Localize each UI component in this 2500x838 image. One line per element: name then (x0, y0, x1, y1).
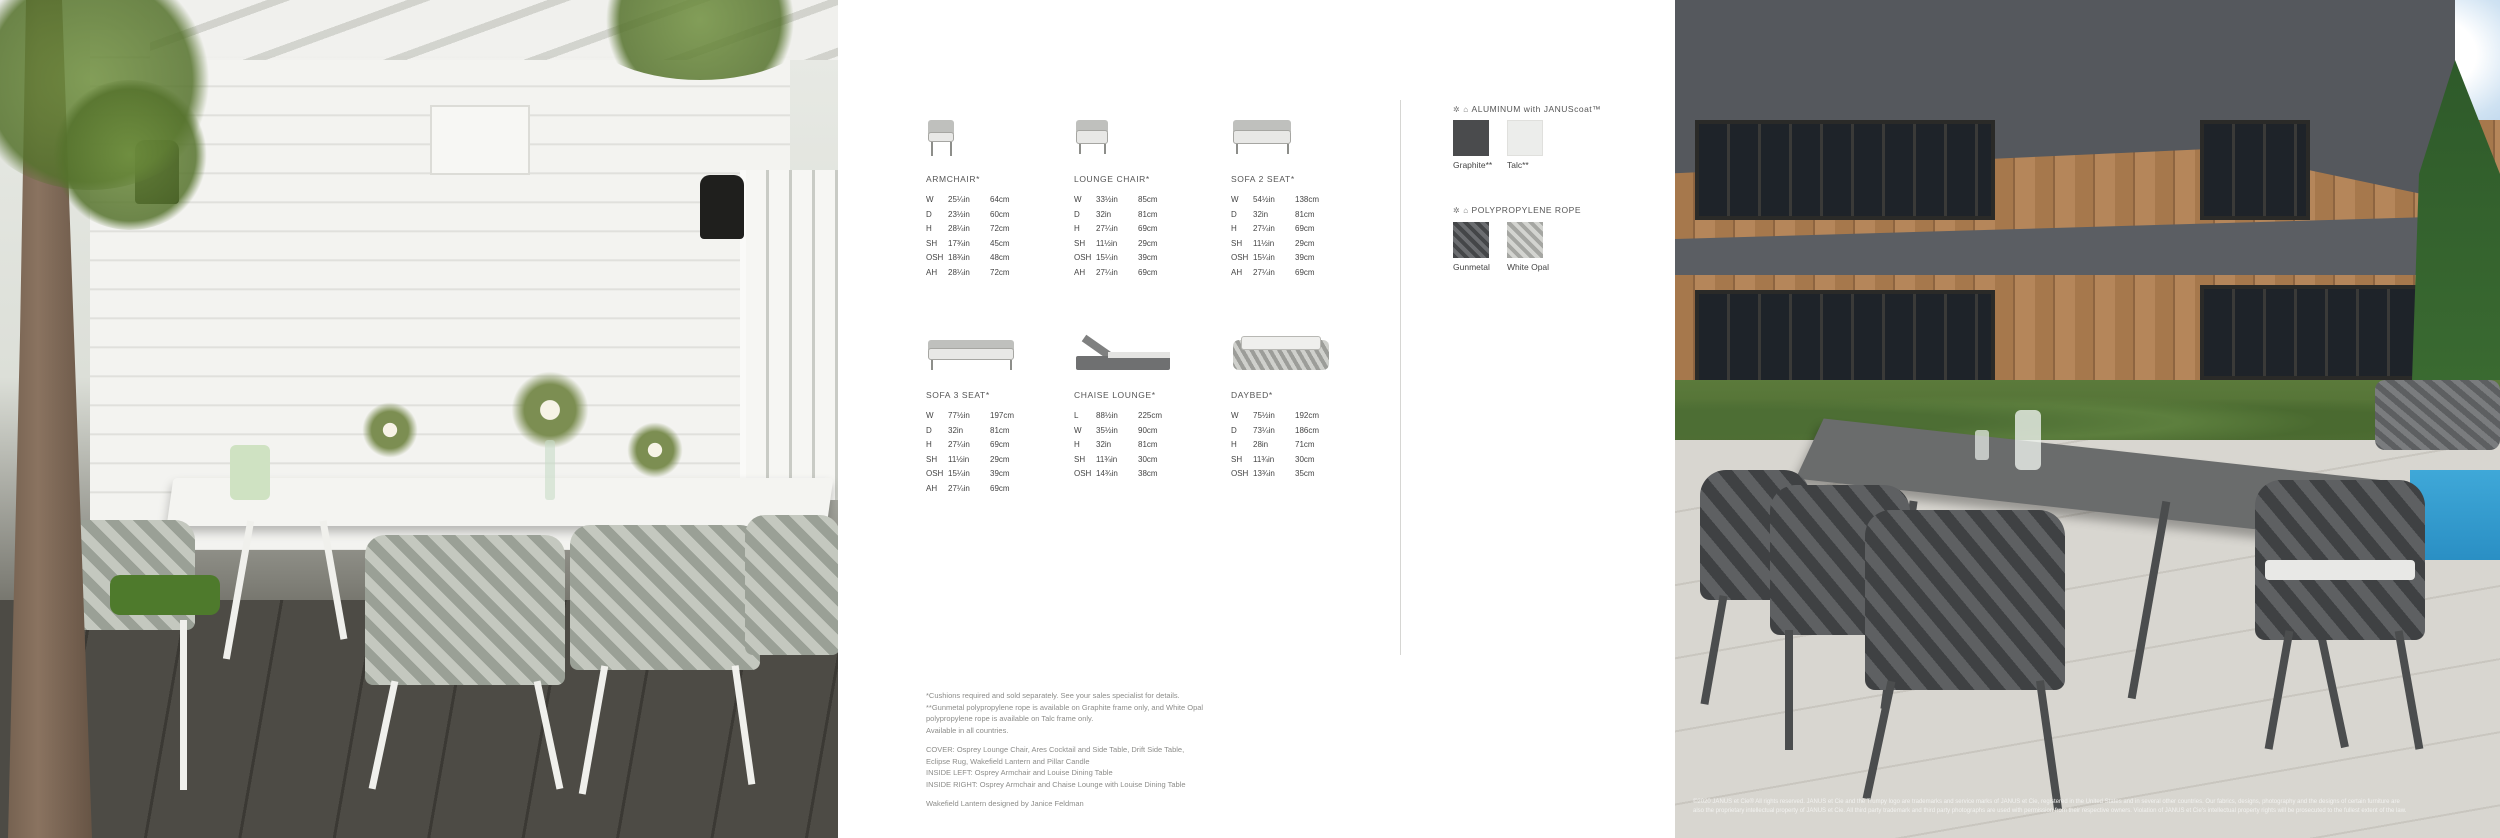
product-name: SOFA 2 SEAT* (1231, 174, 1295, 184)
dimension-table: W 75½in 192cm D 73¼in 186cm H 28in 71cm SH 11¾in 30cm OSH 13¾in 35cm (1231, 411, 1320, 479)
daybed-image (1231, 334, 1381, 382)
product-sofa-2-seat (1231, 118, 1381, 281)
swatch-gunmetal (1453, 222, 1489, 258)
chaise-lounge-image (1074, 334, 1224, 382)
wall-bracket (430, 105, 530, 175)
swatch-label-graphite: Graphite** (1453, 160, 1493, 170)
swatch-label-gunmetal: Gunmetal (1453, 262, 1490, 272)
house-window (1695, 120, 1995, 220)
product-lounge-chair (1074, 118, 1224, 281)
footnotes: *Cushions required and sold separately. See your sales specialist for details. **Gunmetal polypropylene rope is available on Graphite frame only, and White Opal polypropylene rope is available on Talc frame only. Available in all countries. COVER: Osprey Lounge Chair, Ares Cocktail and Side Table, Drift Side Table, Eclipse Rug, Wakefield Lantern and Pillar Candle INSIDE LEFT: Osprey Armchair and Louise Dining Table INSIDE RIGHT: Osprey Armchair and Chaise Lounge with Louise Dining Table Wakefield Lantern designed by Janice Feldman (926, 691, 1204, 808)
dimension-table: W 54½in 138cm D 32in 81cm H 27¼in 69cm SH 11½in 29cm OSH 15¼in 39cm AH 27¼in 69cm (1231, 195, 1320, 277)
product-name: CHAISE LOUNGE* (1074, 390, 1156, 400)
outdoor-sun-icon: ✲ (1453, 205, 1461, 215)
copyright-notice: ©2020 JANUS et Cie® All rights reserved. JANUS et Cie and the Trumpy logo are trademarks and service marks of JANUS et Cie, registered in the United States and in several other countries. Our fabrics, designs, photography and the designs of certain furniture are also the proprietary intellectual property of JANUS et Cie. All third party trademark and third party photographs are used with permission from their respective owners. Violation of JANUS et Cie's intellectual property rights will be prosecuted to the fullest extent of the law. (1693, 799, 2407, 814)
french-door (740, 170, 838, 500)
swatch-talc (1507, 120, 1543, 156)
dimension-table: W 33½in 85cm D 32in 81cm H 27¼in 69cm SH 11½in 29cm OSH 15¼in 39cm AH 27¼in 69cm (1074, 195, 1158, 277)
aluminum-section-title: ✲ ⌂ ALUMINUM with JANUScoat™ (1453, 104, 1602, 114)
swatch-label-talc: Talc** (1507, 160, 1529, 170)
wall-lantern-right (700, 175, 744, 239)
flower-arrangement (620, 420, 690, 480)
home-icon: ⌂ (1463, 205, 1469, 215)
dining-chair (745, 515, 838, 655)
rope-section-title: ✲ ⌂ POLYPROPYLENE ROPE (1453, 205, 1582, 215)
house-window (2200, 120, 2310, 220)
product-name: SOFA 3 SEAT* (926, 390, 990, 400)
carafe (2015, 410, 2041, 470)
product-chaise-lounge (1074, 334, 1224, 482)
flower-arrangement (500, 370, 600, 450)
dining-chair (570, 525, 760, 670)
photo-house-patio-right (1675, 0, 2500, 838)
product-sofa-3-seat (926, 334, 1076, 497)
chaise-lounge (2375, 380, 2500, 450)
lounge-chair-image (1074, 118, 1224, 166)
product-daybed (1231, 334, 1381, 482)
product-name: DAYBED* (1231, 390, 1273, 400)
sofa-3-seat-image (926, 334, 1076, 382)
dining-chair (365, 535, 565, 685)
dimension-table: W 77½in 197cm D 32in 81cm H 27¼in 69cm SH 11½in 29cm OSH 15¼in 39cm AH 27¼in 69cm (926, 411, 1015, 493)
dimension-table: W 25¼in 64cm D 23½in 60cm H 28¼in 72cm SH 17¾in 45cm OSH 18¾in 48cm AH 28¼in 72cm (926, 195, 1010, 277)
product-armchair (926, 118, 1076, 281)
swatch-label-white-opal: White Opal (1507, 262, 1550, 272)
vertical-divider (1400, 100, 1401, 655)
swatch-white-opal (1507, 222, 1543, 258)
home-icon: ⌂ (1463, 104, 1469, 114)
product-name: ARMCHAIR* (926, 174, 981, 184)
outdoor-sun-icon: ✲ (1453, 104, 1461, 114)
glass (1975, 430, 1989, 460)
dimension-table: L 88½in 225cm W 35½in 90cm H 32in 81cm SH 11¾in 30cm OSH 14¾in 38cm (1074, 411, 1163, 479)
armchair-image (926, 118, 1076, 166)
photo-dining-scene-left (0, 0, 838, 838)
chair-cushion (2265, 560, 2415, 580)
pitcher (230, 445, 270, 500)
dining-chair (1865, 510, 2065, 690)
flower-arrangement (355, 400, 425, 460)
chair-cushion (110, 575, 220, 615)
product-name: LOUNGE CHAIR* (1074, 174, 1150, 184)
swatch-graphite (1453, 120, 1489, 156)
sofa-2-seat-image (1231, 118, 1381, 166)
